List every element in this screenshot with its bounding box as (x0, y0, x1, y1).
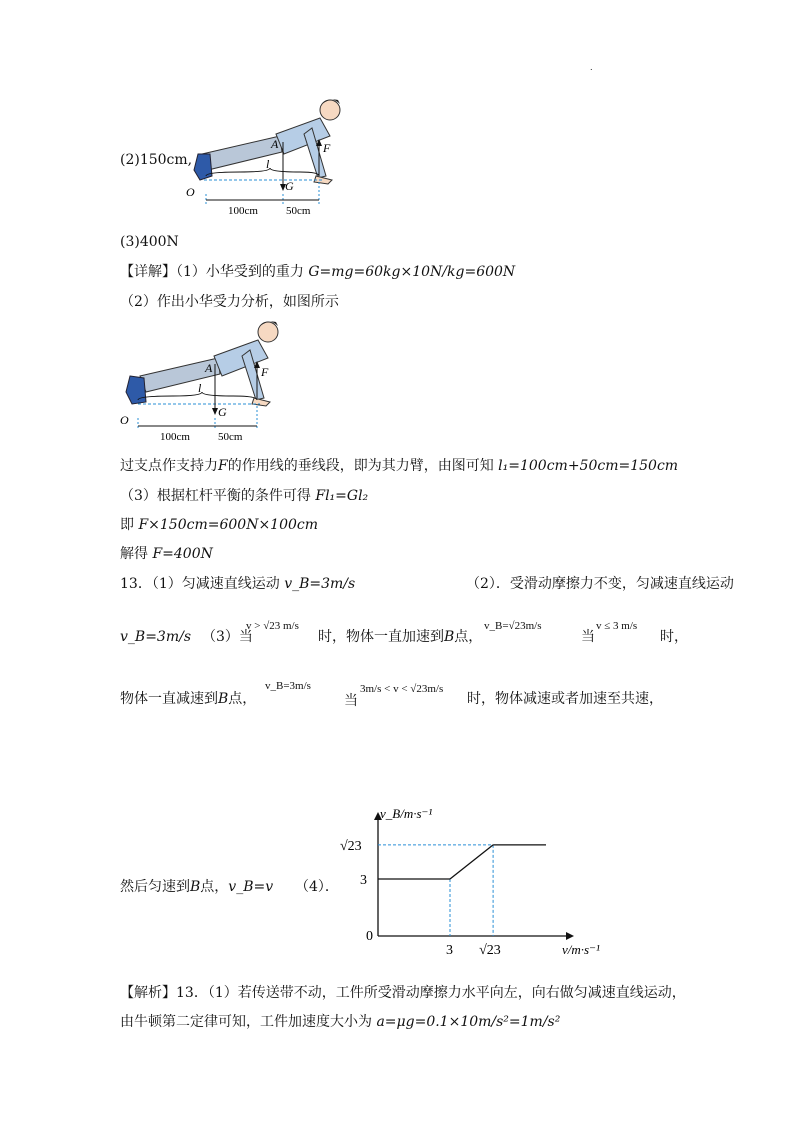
detail-1 (120, 262, 515, 282)
analysis-line-2 (120, 1012, 560, 1032)
label-G-2: G (218, 405, 227, 419)
q13-row3-vb: v_B=3m/s (265, 680, 311, 692)
q13-shi2: 时， (660, 629, 688, 645)
q13-dian-3: 点， (200, 879, 229, 895)
detail-3-eq: Fl₁=Gl₂ (315, 488, 369, 504)
q13-B-3: B (190, 879, 201, 895)
dim-100cm: 100cm (228, 205, 258, 216)
origin-label: 0 (366, 929, 373, 944)
q13-vb3 (120, 627, 191, 647)
detail-2: （2）作出小华受力分析，如图所示 (120, 294, 339, 310)
q13-p3: （3）当 (202, 629, 253, 645)
vb-v-chart (330, 800, 630, 960)
detail-ji-eq: F×150cm=600N×100cm (138, 517, 319, 533)
detail-arm-a: 过支点作支持力 (120, 458, 218, 474)
q13-p1a: （1）匀减速直线运动 (151, 576, 285, 592)
detail-ji (120, 515, 318, 535)
x-axis-arrow (566, 932, 574, 940)
q13-row4-text: 然后匀速到 (120, 879, 190, 895)
q13-p1-eq: v_B=3m/s (284, 576, 356, 592)
dim-100cm-2: 100cm (160, 431, 190, 442)
q13-dang-2: 当 (344, 693, 358, 709)
q13-cond2: v ≤ 3 m/s (596, 620, 638, 632)
y-tick-sqrt23: √23 (340, 838, 362, 854)
detail-ji-text: 即 (120, 517, 139, 533)
detail-label: 【详解】 (120, 264, 176, 280)
q13-vb3-text: v_B=3m/s (120, 629, 192, 645)
dim-50cm: 50cm (286, 205, 311, 216)
label-A: A (271, 137, 279, 151)
series-segment-2 (450, 845, 493, 879)
q13-shi1 (318, 627, 482, 647)
analysis-s2a: 由牛顿第二定律可知，工件加速度大小为 (120, 1014, 377, 1030)
detail-arm (120, 456, 678, 476)
q13-p4: （4）． (295, 879, 339, 895)
label-F: F (323, 141, 331, 155)
q13-p2: （2）．受滑动摩擦力不变，匀减速直线运动 (466, 576, 734, 592)
analysis-s2-eq: a=μg=0.1×10m/s²=1m/s² (376, 1014, 561, 1030)
q13-B-2: B (218, 691, 229, 707)
answer-3-label: (3)400N (120, 234, 179, 250)
q13-shi1-text: 时，物体一直加速到 (318, 629, 444, 645)
q13-row4-eq: v_B=v (228, 879, 274, 895)
q13-row3b: 时，物体减速或者加速至共速， (467, 691, 663, 707)
detail-3-text: （3）根据杠杆平衡的条件可得 (120, 488, 316, 504)
q13-row3a-text: 物体一直减速到 (120, 691, 218, 707)
dim-50cm-2: 50cm (218, 431, 243, 442)
analysis-label: 【解析】 (120, 985, 176, 1001)
q13-line-1 (120, 574, 355, 594)
analysis-s1: （1）若传送带不动，工件所受滑动摩擦力水平向左，向右做匀减速直线运动， (207, 985, 686, 1001)
detail-3 (120, 486, 368, 506)
label-F-2: F (261, 365, 269, 379)
pushup-figure-2 (118, 318, 288, 442)
label-O-2: O (120, 413, 129, 427)
analysis-num: 13． (176, 985, 208, 1001)
label-l: l (266, 157, 270, 171)
label-l-2: l (198, 381, 202, 395)
detail-arm-b: 的作用线的垂线段，即为其力臂，由图可知 (227, 458, 499, 474)
q13-dian-2: 点， (228, 691, 257, 707)
x-axis-label: v/m·s⁻¹ (562, 942, 600, 957)
y-axis-label: v_B/m·s⁻¹ (380, 806, 433, 821)
q13-cond1: v > √23 m/s (246, 620, 299, 632)
detail-arm-eq: l₁=100cm+50cm=150cm (498, 458, 679, 474)
pushup-figure-1 (180, 96, 350, 216)
q13-row4 (120, 877, 273, 897)
y-tick-3: 3 (360, 873, 367, 888)
q13-dian-1: 点， (454, 629, 483, 645)
detail-1-text: （1）小华受到的重力 (176, 264, 309, 280)
detail-jie-text: 解得 (120, 546, 153, 562)
label-G: G (285, 179, 294, 193)
detail-1-eq: G=mg=60kg×10N/kg=600N (308, 264, 516, 280)
q13-num: 13． (120, 576, 152, 592)
x-tick-3: 3 (446, 943, 453, 958)
q13-dang-1: 当 (581, 629, 595, 645)
q13-row3a (120, 689, 256, 709)
page-dot: . (590, 63, 593, 72)
q13-cond3: 3m/s < v < √23m/s (360, 683, 444, 695)
detail-arm-F: F (218, 458, 228, 474)
detail-jie (120, 544, 213, 564)
analysis-line-1 (120, 983, 686, 1003)
answer-2-label: (2)150cm, (120, 152, 193, 168)
detail-jie-eq: F=400N (152, 546, 213, 562)
label-A-2: A (205, 361, 213, 375)
label-O: O (186, 185, 195, 199)
x-tick-sqrt23: √23 (479, 943, 501, 958)
q13-B-1: B (444, 629, 455, 645)
q13-vb-sqrt: v_B=√23m/s (484, 620, 542, 632)
